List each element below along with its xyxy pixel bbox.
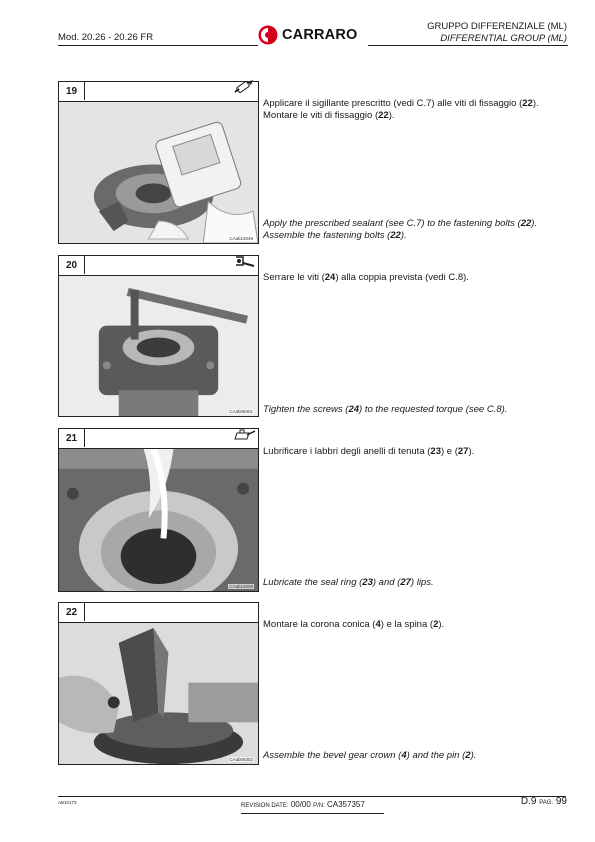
text-run: Apply the prescribed sealant (see C.7) to the fastening bolts (	[263, 218, 521, 229]
revision-value: 00/00	[290, 800, 311, 809]
text-run: ) and (	[372, 577, 401, 588]
group-title-it: GRUPPO DIFFERENZIALE (ML)	[427, 21, 567, 32]
part-reference: 2	[433, 619, 439, 630]
text-run: ).	[400, 230, 407, 241]
step-text-en	[263, 404, 563, 416]
header-rule-right	[368, 45, 568, 46]
photo-code: CAab12006	[229, 584, 253, 589]
step-text-en	[263, 750, 563, 762]
step-20-en	[263, 404, 563, 416]
text-run: Assemble the fastening bolts (	[263, 230, 391, 241]
photo-code: CAab08302	[229, 757, 253, 762]
part-reference: 22	[390, 230, 401, 241]
step-number: 19	[59, 82, 85, 100]
text-run: Tighten the screws (	[263, 404, 349, 415]
group-title-en: DIFFERENTIAL GROUP (ML)	[440, 33, 567, 44]
step-text-en	[263, 218, 563, 230]
step-21-it	[263, 446, 563, 458]
step-photo-lubricate	[59, 448, 258, 591]
step-19-en	[263, 218, 563, 242]
text-run: ) e la spina (	[380, 619, 434, 630]
part-reference: 4	[401, 750, 407, 761]
step-20-box	[58, 255, 259, 417]
text-run: ).	[388, 110, 395, 121]
step-number: 20	[59, 256, 85, 274]
part-reference: 27	[400, 577, 411, 588]
oil-can-icon	[232, 427, 258, 443]
step-text-en-2	[263, 230, 563, 242]
step-text-it	[263, 272, 563, 284]
step-22-en	[263, 750, 563, 762]
page-info	[521, 796, 567, 807]
part-reference: 2	[465, 750, 471, 761]
part-reference: 23	[430, 446, 441, 457]
step-22-box	[58, 602, 259, 765]
text-run: Lubricate the seal ring (	[263, 577, 363, 588]
step-21-en	[263, 577, 563, 589]
text-run: Lubrificare i labbri degli anelli di tenuta (	[263, 446, 431, 457]
photo-code: CAab08301	[229, 409, 253, 414]
text-run: ).	[468, 446, 475, 457]
step-text-it-2	[263, 110, 563, 122]
step-photo-torque	[59, 275, 258, 416]
group-title	[427, 21, 567, 45]
text-run: Serrare le viti (	[263, 272, 325, 283]
text-run: ) lips.	[410, 577, 434, 588]
text-run: ) and the pin (	[406, 750, 466, 761]
step-text-it	[263, 619, 563, 631]
step-19-it	[263, 98, 563, 122]
step-photo-sealant	[59, 101, 258, 243]
step-number: 22	[59, 603, 85, 621]
page-number: 99	[555, 796, 567, 807]
part-reference: 22	[520, 218, 532, 229]
part-number-label: P/N:	[313, 803, 325, 809]
text-run: ) to the requested torque (see C.8).	[359, 404, 508, 415]
text-run: Applicare il sigillante prescritto (vedi C.7) alle viti di fissaggio (	[263, 98, 523, 109]
step-19-box	[58, 81, 259, 244]
brand-name: CARRARO	[282, 27, 358, 43]
text-run: ).	[532, 98, 539, 109]
step-photo-bevel-gear	[59, 622, 258, 764]
part-reference: 22	[378, 110, 389, 121]
part-reference: 22	[522, 98, 533, 109]
photo-code: CAab12049	[229, 236, 253, 241]
step-22-it	[263, 619, 563, 631]
step-20-it	[263, 272, 563, 284]
text-run: Montare la corona conica (	[263, 619, 376, 630]
text-run: ).	[438, 619, 445, 630]
step-number: 21	[59, 429, 85, 447]
part-number-value: CA357357	[326, 800, 365, 809]
page-label: PAG.	[539, 800, 554, 806]
text-run: ).	[470, 750, 477, 761]
part-reference: 23	[362, 577, 373, 588]
document-reference: AB10173	[58, 800, 77, 805]
part-reference: 24	[348, 404, 360, 415]
brand-logo	[258, 24, 368, 46]
part-reference: 24	[324, 272, 336, 283]
text-run: Montare le viti di fissaggio (	[263, 110, 379, 121]
torque-wrench-icon	[232, 253, 258, 269]
step-text-it	[263, 98, 563, 110]
part-reference: 27	[457, 446, 469, 457]
step-21-box	[58, 428, 259, 592]
footer-rule	[58, 796, 566, 797]
model-label: Mod. 20.26 - 20.26 FR	[58, 32, 154, 43]
text-run: ).	[531, 218, 538, 229]
part-reference: 4	[375, 619, 381, 630]
text-run: ) alla coppia prevista (vedi C.8).	[335, 272, 469, 283]
carraro-logo-icon	[258, 25, 278, 45]
step-text-en	[263, 577, 563, 589]
sealant-tube-icon	[232, 80, 258, 96]
revision-info	[241, 800, 365, 809]
text-run: Assemble the bevel gear crown (	[263, 750, 402, 761]
header-rule-left	[58, 45, 258, 46]
text-run: ) e (	[440, 446, 458, 457]
revision-rule	[241, 813, 384, 814]
section-number: D.9	[520, 796, 537, 807]
revision-label: REVISION DATE:	[241, 803, 289, 809]
step-text-it	[263, 446, 563, 458]
